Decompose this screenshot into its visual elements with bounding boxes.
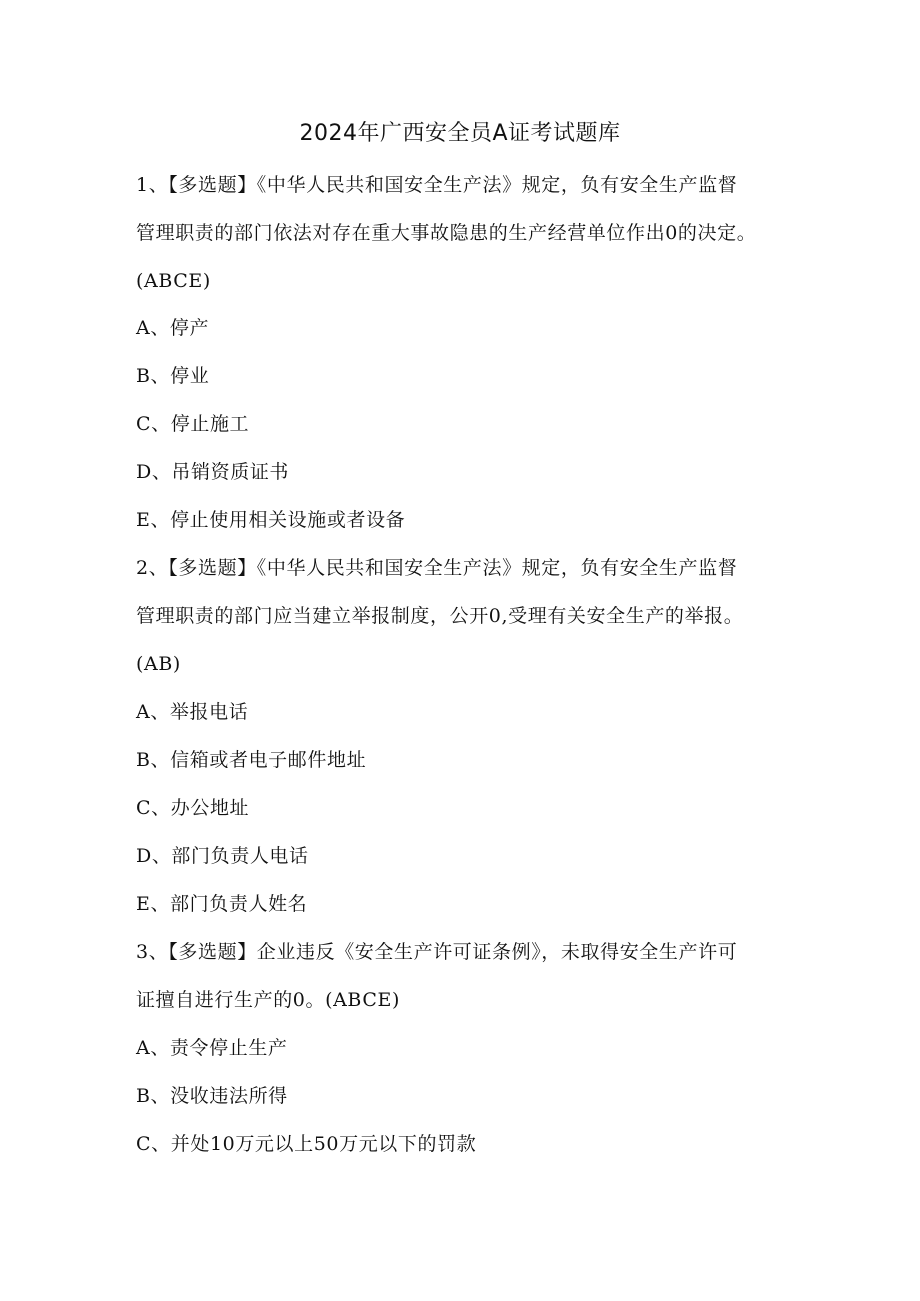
q1-answer: (ABCE)	[136, 270, 211, 292]
q1-option-b: B、停业	[136, 365, 210, 387]
q3-stem-line-1: 3、【多选题】企业违反《安全生产许可证条例》，未取得安全生产许可	[136, 941, 738, 963]
q1-stem-line-1: 1、【多选题】《中华人民共和国安全生产法》规定，负有安全生产监督	[136, 174, 738, 196]
q3-option-a: A、责令停止生产	[136, 1037, 288, 1059]
q2-option-c: C、办公地址	[136, 797, 250, 819]
q1-stem-line-2: 管理职责的部门依法对存在重大事故隐患的生产经营单位作出0的决定。	[136, 222, 757, 244]
q2-option-e: E、部门负责人姓名	[136, 893, 308, 915]
q3-stem-line-2: 证擅自进行生产的0。(ABCE)	[136, 989, 400, 1011]
document-title: 2024年广西安全员A证考试题库	[299, 121, 621, 146]
q3-option-b: B、没收违法所得	[136, 1085, 288, 1107]
q1-option-e: E、停止使用相关设施或者设备	[136, 509, 406, 531]
q2-option-b: B、信箱或者电子邮件地址	[136, 749, 367, 771]
q2-option-d: D、部门负责人电话	[136, 845, 309, 867]
q2-stem-line-2: 管理职责的部门应当建立举报制度，公开0,受理有关安全生产的举报。	[136, 605, 744, 627]
q2-answer: (AB)	[136, 653, 181, 675]
q3-option-c: C、并处10万元以上50万元以下的罚款	[136, 1133, 477, 1155]
q1-option-d: D、吊销资质证书	[136, 461, 290, 483]
q2-option-a: A、举报电话	[136, 701, 249, 723]
q1-option-a: A、停产	[136, 317, 210, 339]
q1-option-c: C、停止施工	[136, 413, 250, 435]
q2-stem-line-1: 2、【多选题】《中华人民共和国安全生产法》规定，负有安全生产监督	[136, 557, 738, 579]
